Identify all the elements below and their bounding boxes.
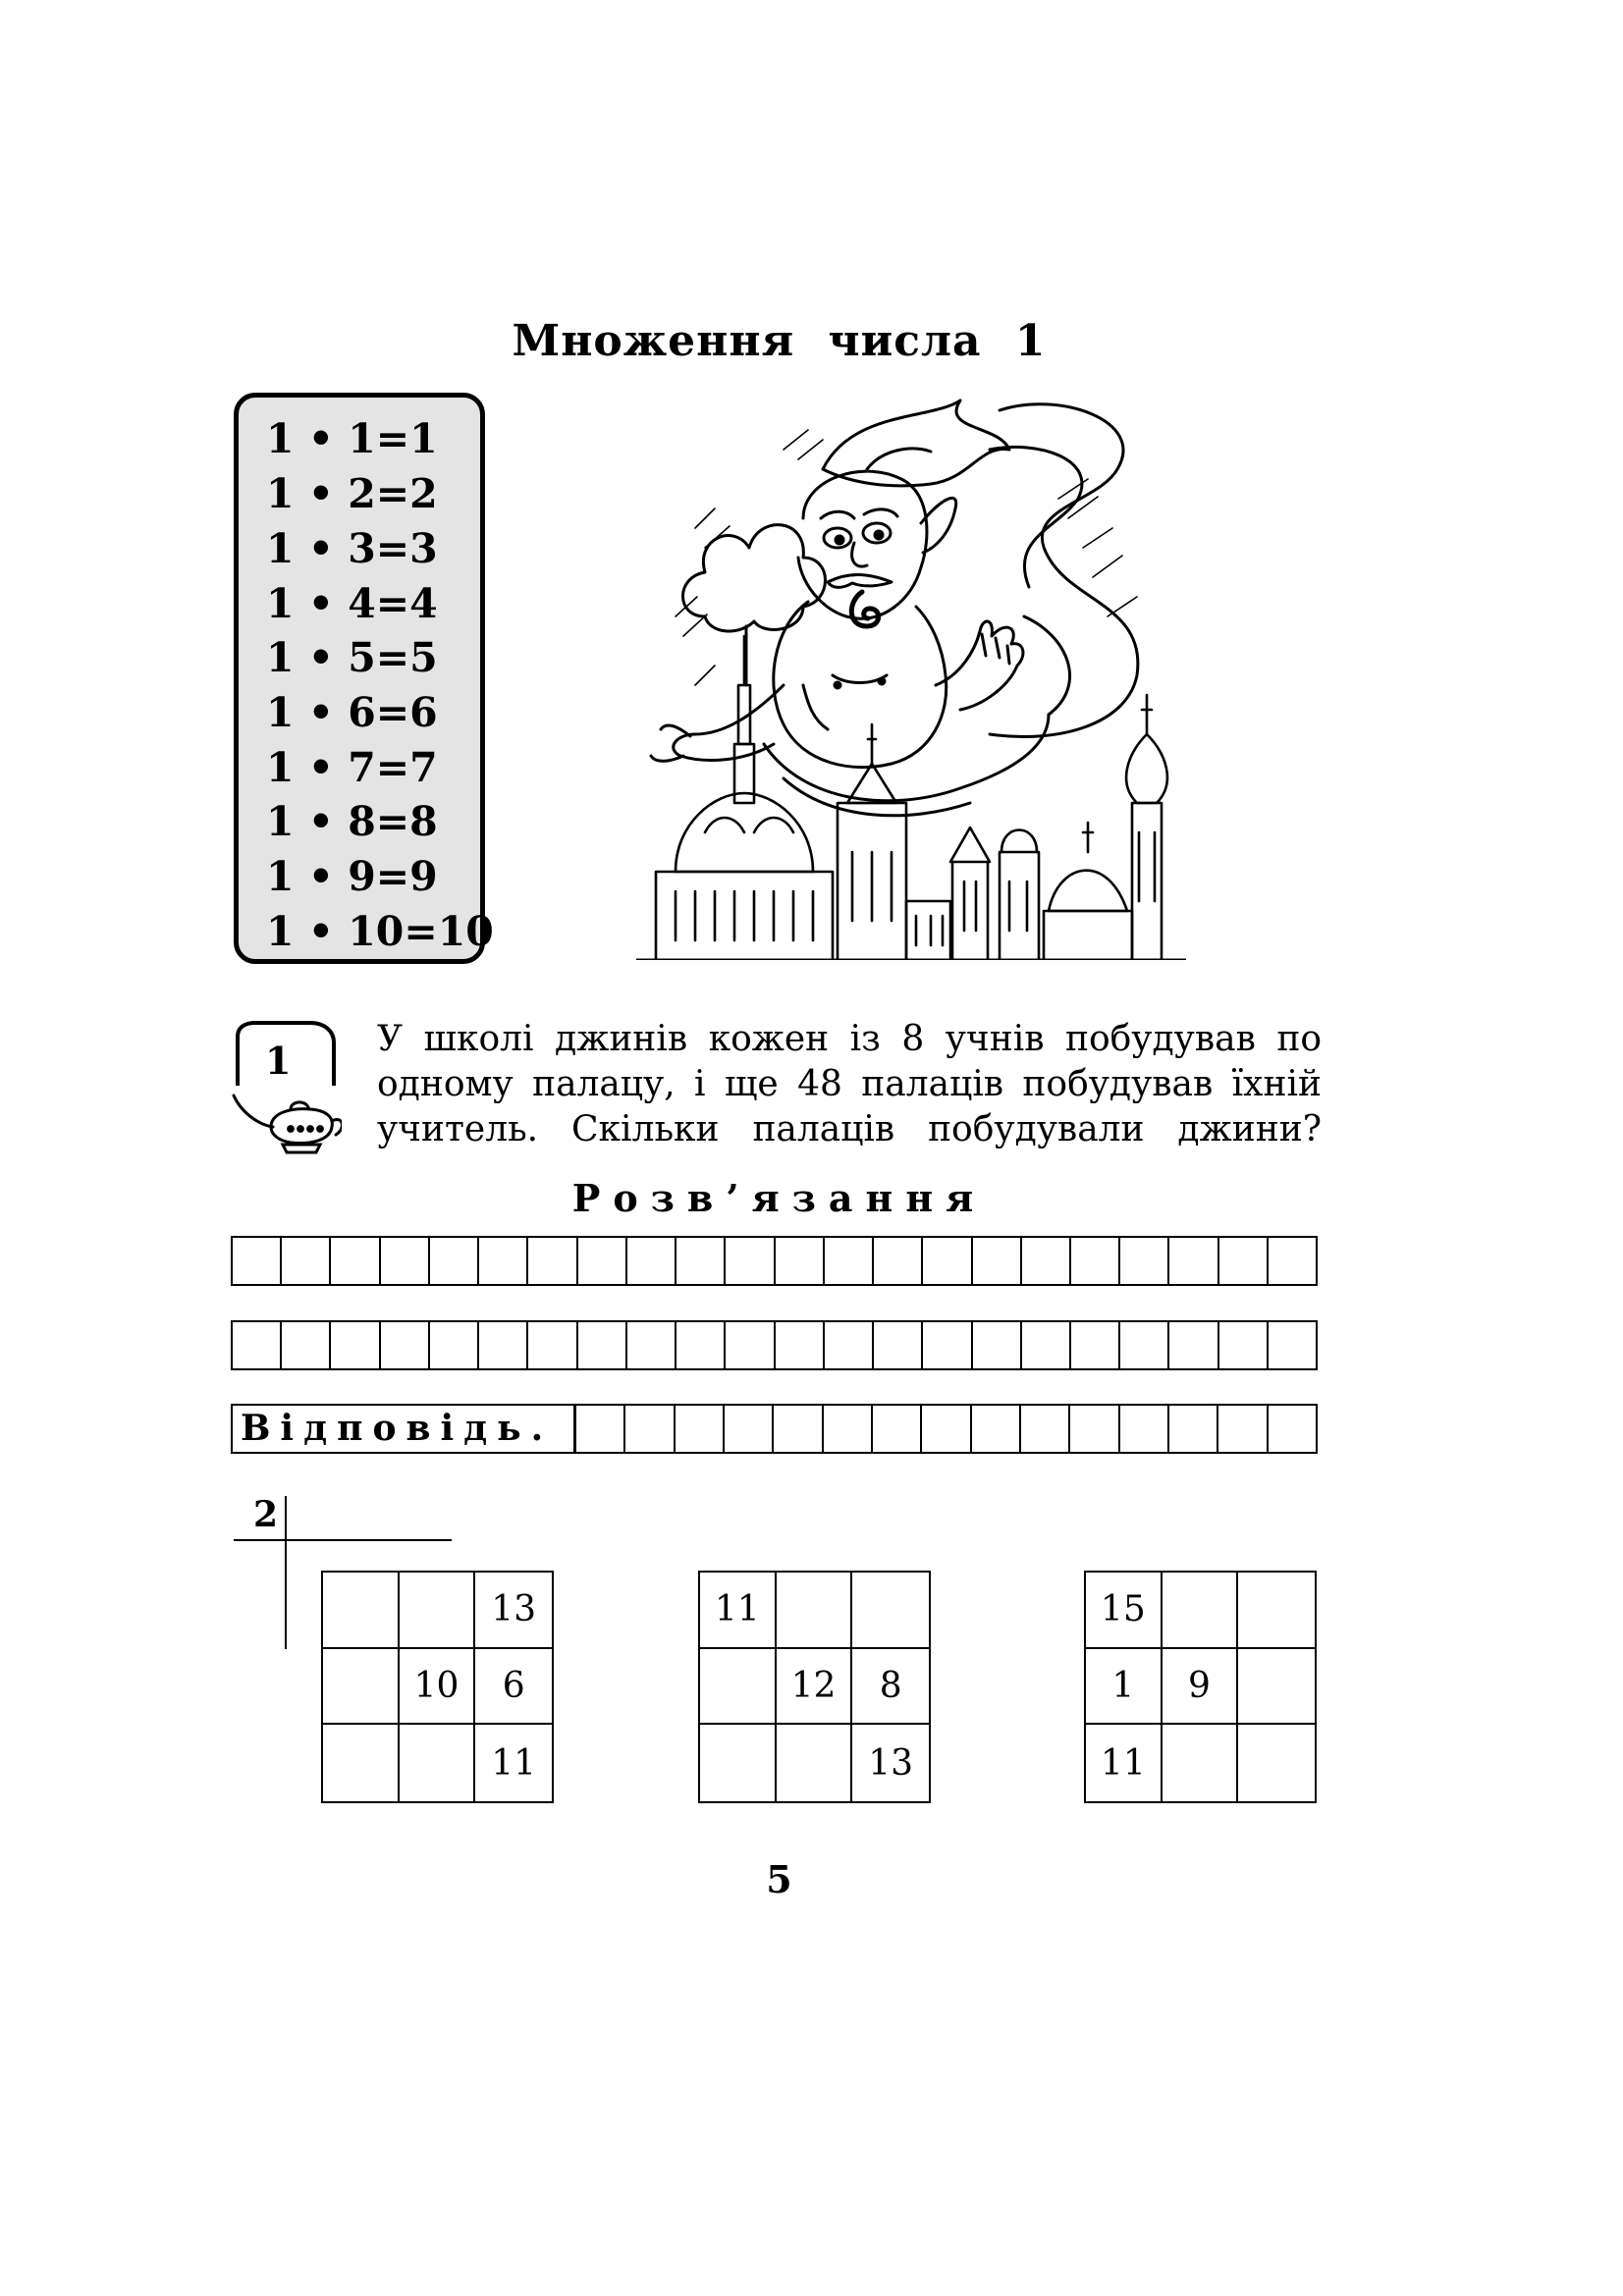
table-row: 1 • 8=8 bbox=[266, 798, 438, 845]
square-cell[interactable]: 13 bbox=[475, 1573, 552, 1649]
square-cell[interactable]: 12 bbox=[777, 1649, 853, 1726]
square-cell[interactable] bbox=[1238, 1725, 1315, 1801]
table-row: 1 • 1=1 bbox=[266, 415, 438, 462]
square-cell[interactable] bbox=[400, 1573, 476, 1649]
square-cell[interactable]: 11 bbox=[700, 1573, 777, 1649]
square-cell[interactable] bbox=[700, 1725, 777, 1801]
square-cell[interactable]: 15 bbox=[1086, 1573, 1163, 1649]
square-cell[interactable] bbox=[777, 1725, 853, 1801]
square-cell[interactable] bbox=[852, 1573, 929, 1649]
square-cell[interactable] bbox=[1163, 1725, 1239, 1801]
table-row: 1 • 5=5 bbox=[266, 634, 438, 681]
magic-lamp-icon bbox=[234, 1095, 342, 1152]
solution-heading: Розв’язання bbox=[571, 1176, 987, 1220]
task1-line: одному палацу, і ще 48 палаців побудував їхній bbox=[377, 1064, 1322, 1104]
square-cell[interactable] bbox=[323, 1725, 400, 1801]
task1-line: У школі джинів кожен із 8 учнів побудував по bbox=[377, 1019, 1322, 1059]
solution-grid-row-1[interactable] bbox=[231, 1236, 1318, 1286]
table-row: 1 • 2=2 bbox=[266, 470, 438, 517]
table-row: 1 • 7=7 bbox=[266, 744, 438, 791]
square-cell[interactable]: 10 bbox=[400, 1649, 476, 1726]
square-cell[interactable]: 9 bbox=[1163, 1649, 1239, 1726]
square-cell[interactable]: 11 bbox=[491, 1742, 537, 1784]
page-number: 5 bbox=[766, 1857, 792, 1901]
square-cell[interactable]: 6 bbox=[475, 1649, 552, 1726]
square-cell[interactable] bbox=[1163, 1573, 1239, 1649]
lamp-number-badge bbox=[232, 1019, 342, 1156]
square-cell[interactable]: 11 bbox=[1086, 1725, 1163, 1801]
task2-divider bbox=[285, 1496, 287, 1649]
magic-square-2 bbox=[698, 1571, 931, 1803]
table-row: 1 • 10=10 bbox=[266, 908, 494, 955]
table-row: 1 • 9=9 bbox=[266, 853, 438, 900]
square-cell[interactable] bbox=[323, 1573, 400, 1649]
square-cell[interactable]: 13 bbox=[868, 1742, 914, 1784]
magic-square-1 bbox=[321, 1571, 554, 1803]
table-row: 1 • 3=3 bbox=[266, 525, 438, 572]
square-cell[interactable] bbox=[777, 1573, 853, 1649]
magic-square-3 bbox=[1084, 1571, 1317, 1803]
solution-grid-row-2[interactable] bbox=[231, 1320, 1318, 1370]
square-cell[interactable] bbox=[1238, 1573, 1315, 1649]
square-cell[interactable] bbox=[700, 1649, 777, 1726]
square-cell[interactable]: 8 bbox=[852, 1649, 929, 1726]
task2-divider bbox=[234, 1539, 452, 1541]
square-cell[interactable] bbox=[1238, 1649, 1315, 1726]
task2-number: 2 bbox=[253, 1494, 279, 1535]
square-cell[interactable] bbox=[323, 1649, 400, 1726]
genie-illustration bbox=[636, 391, 1186, 960]
square-cell[interactable]: 1 bbox=[1086, 1649, 1163, 1726]
page-title: Множення числа 1 bbox=[512, 316, 1047, 366]
task1-line: учитель. Скільки палаців побудували джини? bbox=[377, 1109, 1322, 1149]
task1-text bbox=[377, 1017, 1322, 1152]
table-row: 1 • 6=6 bbox=[266, 689, 438, 736]
table-row: 1 • 4=4 bbox=[266, 580, 438, 627]
task1-number: 1 bbox=[265, 1039, 292, 1083]
answer-row[interactable] bbox=[231, 1404, 1318, 1454]
answer-label: Відповідь. bbox=[233, 1406, 576, 1452]
multiplication-table-box bbox=[234, 393, 494, 964]
square-cell[interactable] bbox=[400, 1725, 476, 1801]
